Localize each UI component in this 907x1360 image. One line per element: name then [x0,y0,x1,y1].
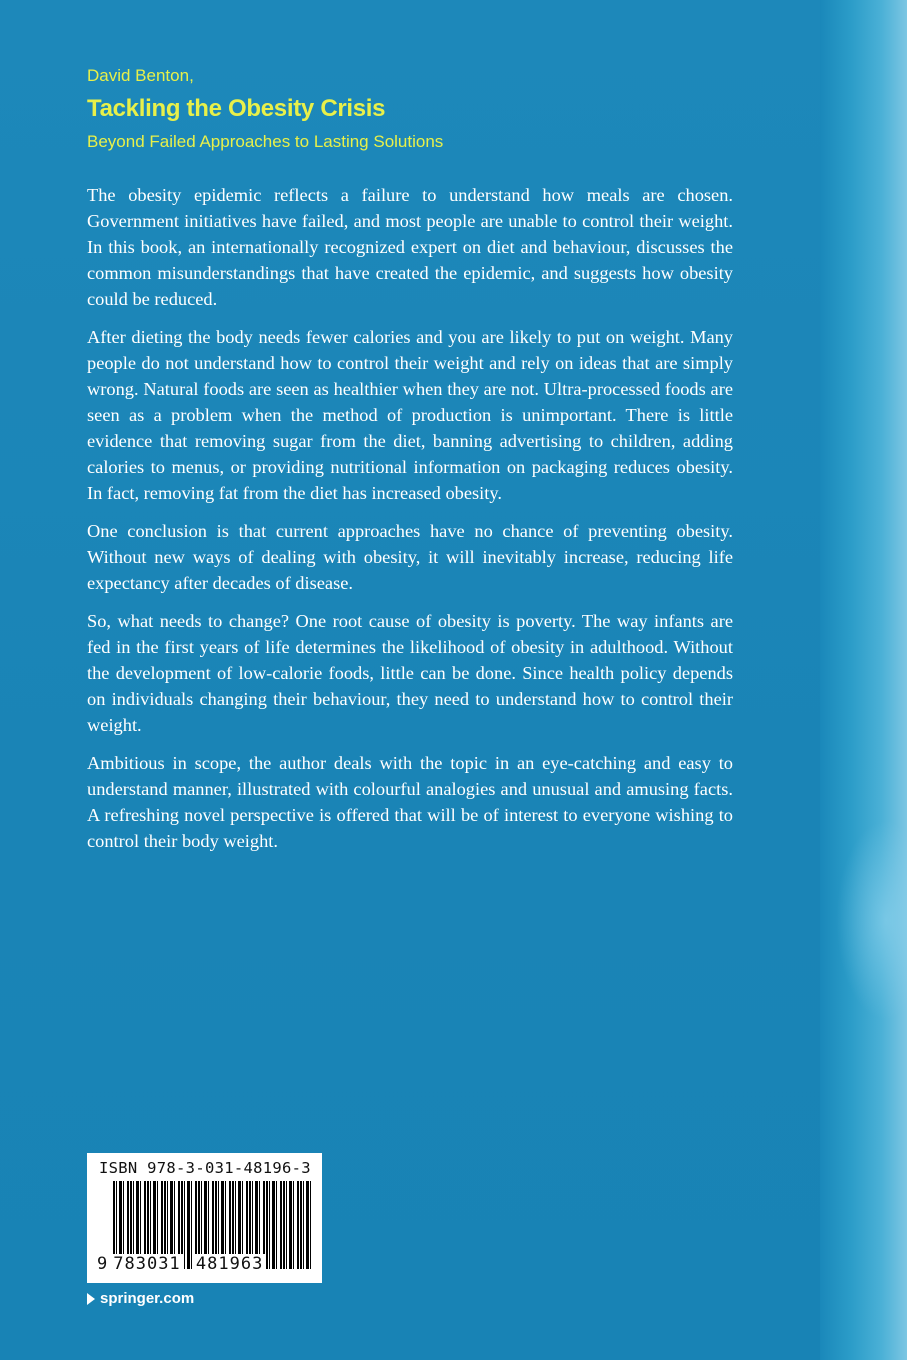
book-title: Tackling the Obesity Crisis [87,95,386,122]
author-name: David Benton, [87,66,194,85]
isbn-barcode [87,1153,322,1283]
isbn-label: ISBN 978-3-031-48196-3 [99,1159,311,1177]
barcode-digits-right: 481963 [195,1254,264,1274]
blurb-text [87,182,733,866]
blurb-paragraph: The obesity epidemic reflects a failure to understand how meals are chosen. Government initiatives have failed, and most people are unable to control their weight. In this book, an internationally recognized expert on diet and behaviour, discusses the common misunderstandings that have created the epidemic, and suggests how obesity could be reduced. [87,185,733,309]
barcode-digits [97,1254,265,1274]
blurb-paragraph: Ambitious in scope, the author deals with the topic in an eye-catching and easy to understand manner, illustrated with colourful analogies and unusual and amusing facts. A refreshing novel perspective is offered that will be of interest to everyone wishing to control their body weight. [87,753,733,851]
blurb-paragraph: So, what needs to change? One root cause of obesity is poverty. The way infants are fed in the first years of life determines the likelihood of obesity in adulthood. Without the development of low-calorie foods, little can be done. Since health policy depends on individuals changing their behaviour, they need to understand how to control their weight. [87,611,733,735]
blurb-paragraph: After dieting the body needs fewer calories and you are likely to put on weight. Many people do not understand how to control their weight and rely on ideas that are simply wrong. Natural foods are seen as healthier when they are not. Ultra-processed foods are seen as a problem when the method of production is unimportant. There is little evidence that removing sugar from the diet, banning advertising to children, adding calories to menus, or providing nutritional information on packaging reduces obesity. In fact, removing fat from the diet has increased obesity. [87,327,733,503]
publisher-link[interactable] [87,1290,194,1307]
blurb-paragraph: One conclusion is that current approaches have no chance of preventing obesity. Without new ways of dealing with obesity, it will inevitably increase, reducing life expectancy after decades of disease. [87,521,733,593]
publisher-url: springer.com [100,1290,195,1307]
book-subtitle: Beyond Failed Approaches to Lasting Solutions [87,132,444,151]
spine-edge [820,0,907,1360]
barcode-digit-first: 9 [97,1254,109,1274]
spine-highlight [836,820,907,1020]
barcode-digits-left: 783031 [113,1254,181,1274]
arrow-right-icon [87,1293,95,1305]
